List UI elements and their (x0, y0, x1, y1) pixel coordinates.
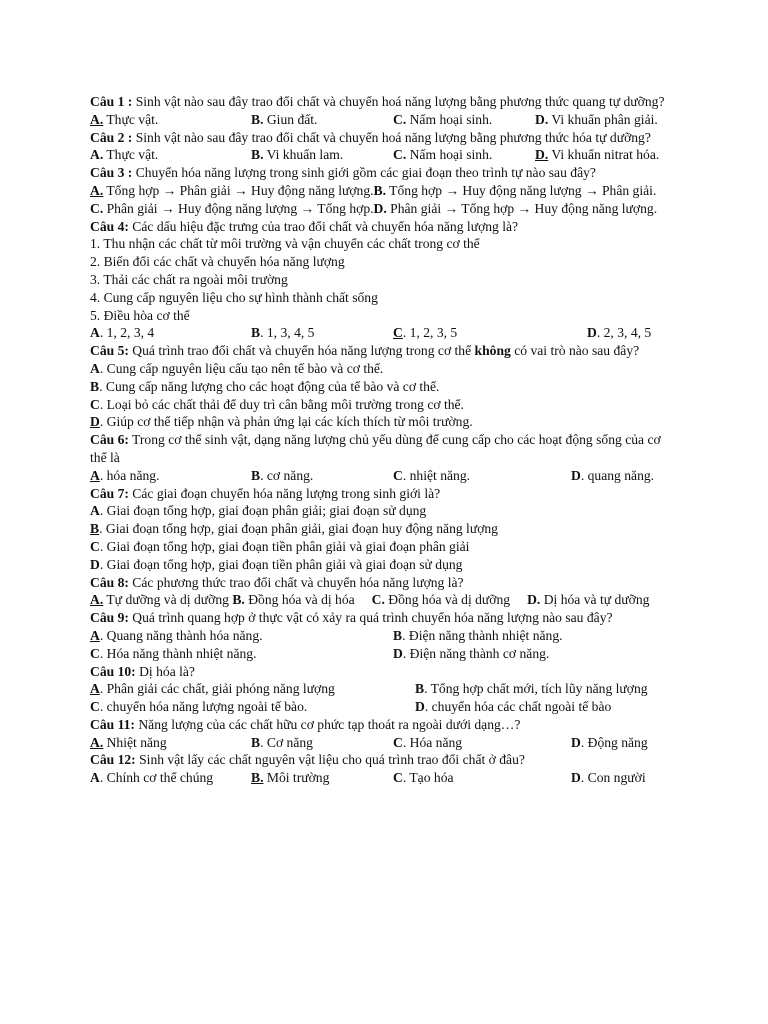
option-a: A. Phân giải các chất, giải phóng năng lượng (90, 681, 335, 697)
option-b: B. Vi khuẩn lam. (251, 147, 344, 163)
answer-row (90, 769, 680, 787)
question-5: Câu 5: Quá trình trao đổi chất và chuyển hóa năng lượng trong cơ thể không có vai trò nào sau đây? (90, 343, 640, 359)
option-d: D. Vi khuẩn nitrat hóa. (535, 147, 660, 163)
question-4 (90, 218, 680, 236)
option-b: B. Điện năng thành nhiệt năng. (393, 627, 563, 643)
list-item: 1. Thu nhận các chất từ môi trường và vận chuyển các chất trong cơ thể (90, 236, 480, 252)
question-11 (90, 716, 680, 734)
answer-row: A. Tự dưỡng và dị dưỡng B. Đồng hóa và dị hóa C. Đồng hóa và dị dưỡng D. Dị hóa và tự dưỡng (90, 592, 650, 608)
question-label: Câu 7: (90, 485, 129, 501)
answer-row (90, 467, 680, 485)
option-b: B. Giun đất. (251, 111, 318, 127)
option-a: A. Cung cấp nguyên liệu cấu tạo nên tế bào và cơ thể. (90, 360, 384, 376)
list-item: 4. Cung cấp nguyên liệu cho sự hình thành chất sống (90, 289, 378, 305)
option-b: B. Tổng hợp chất mới, tích lũy năng lượng (415, 681, 648, 697)
option-a: A. Giai đoạn tổng hợp, giai đoạn phân giải; giai đoạn sử dụng (90, 503, 427, 519)
question-label: Câu 4: (90, 218, 129, 234)
answer-row (90, 698, 680, 716)
option-d: D. Điện năng thành cơ năng. (393, 645, 550, 661)
option-d: D. Con người (571, 770, 646, 786)
question-10 (90, 663, 680, 681)
question-text: Sinh vật lấy các chất nguyên vật liệu cho quá trình trao đổi chất ở đâu? (135, 752, 525, 768)
question-text: Năng lượng của các chất hữu cơ phức tạp thoát ra ngoài dưới dạng…? (134, 716, 521, 732)
answer-row (90, 182, 680, 200)
option-a-text: Tổng hợp → Phân giải → Huy động năng lượng. (103, 182, 374, 198)
option-c: C. Nấm hoại sinh. (393, 147, 493, 163)
answer-row (90, 734, 680, 752)
question-label: Câu 11: (90, 716, 135, 732)
list-item: 5. Điều hòa cơ thể (90, 307, 190, 323)
question-text: Sinh vật nào sau đây trao đổi chất và chuyển hoá năng lượng bằng phương thức hóa tự dưỡng? (132, 129, 651, 145)
option-b: B. Giai đoạn tổng hợp, giai đoạn phân giải, giai đoạn huy động năng lượng (90, 521, 498, 537)
option-a: A. Nhiệt năng (90, 734, 167, 750)
document-body (90, 93, 680, 787)
option-c-text: Phân giải → Huy động năng lượng → Tổng hợp. (103, 200, 374, 216)
question-text: Sinh vật nào sau đây trao đổi chất và chuyển hoá năng lượng bằng phương thức quang tự dưỡng? (132, 94, 665, 109)
option-c: C. 1, 2, 3, 5 (393, 325, 458, 341)
option-a: A. Thực vật. (90, 111, 159, 127)
answer-row (90, 200, 680, 218)
question-text: Trong cơ thể sinh vật, dạng năng lượng chủ yếu dùng để cung cấp cho các hoạt động sống của cơ thể là (90, 432, 661, 465)
question-text: Quá trình quang hợp ở thực vật có xảy ra quá trình chuyển hóa năng lượng nào sau đây? (128, 610, 613, 626)
option-d: D. chuyển hóa các chất ngoài tế bào (415, 699, 612, 715)
option-a: A. 1, 2, 3, 4 (90, 325, 155, 341)
option-b: B. Cơ năng (251, 734, 313, 750)
option-d-key: D. (527, 592, 541, 608)
option-a: A. Quang năng thành hóa năng. (90, 627, 263, 643)
option-b-key: B. (232, 592, 245, 608)
option-b: B. Môi trường (251, 770, 330, 786)
option-c: C. Loại bỏ các chất thải để duy trì cân bằng môi trường trong cơ thể. (90, 396, 464, 412)
question-text: Các phương thức trao đổi chất và chuyển hóa năng lượng là? (128, 574, 464, 590)
option-d: D. Giúp cơ thể tiếp nhận và phản ứng lại các kích thích từ môi trường. (90, 414, 473, 430)
question-1 (90, 93, 680, 111)
question-label: Câu 8: (90, 574, 129, 590)
option-b-key: B. (373, 182, 387, 198)
answer-row (90, 111, 680, 129)
option-d-text: Phân giải → Tổng hợp → Huy động năng lượng. (386, 200, 658, 216)
question-label: Câu 6: (90, 432, 129, 448)
answer-row (90, 146, 680, 164)
question-label: Câu 12: (90, 752, 136, 768)
option-d: D. Động năng (571, 734, 648, 750)
option-d: D. 2, 3, 4, 5 (587, 325, 652, 341)
list-item: 2. Biến đổi các chất và chuyển hóa năng lượng (90, 254, 345, 270)
option-b-text: Tổng hợp → Huy động năng lượng → Phân giải. (386, 182, 657, 198)
question-label: Câu 5: (90, 343, 129, 359)
question-label: Câu 3 : (90, 165, 133, 181)
option-c: C. Nấm hoại sinh. (393, 111, 493, 127)
option-d: D. Vi khuẩn phân giải. (535, 111, 658, 127)
question-12 (90, 751, 680, 769)
list-item: 3. Thải các chất ra ngoài môi trường (90, 271, 288, 287)
option-c: C. Tạo hóa (393, 770, 454, 786)
option-b: B. Cung cấp năng lượng cho các hoạt động của tế bào và cơ thể. (90, 378, 440, 394)
option-b: B. cơ năng. (251, 467, 314, 483)
answer-row (90, 324, 680, 342)
option-c: C. Giai đoạn tổng hợp, giai đoạn tiền phân giải và giai đoạn phân giải (90, 538, 470, 554)
option-a-key: A. (90, 182, 104, 198)
question-7 (90, 485, 680, 503)
answer-row (90, 627, 680, 645)
option-c-key: C. (371, 592, 385, 608)
answer-row (90, 645, 680, 663)
emphasis-text: không (474, 343, 511, 359)
question-text: Các dấu hiệu đặc trưng của trao đổi chất và chuyển hóa năng lượng là? (128, 218, 519, 234)
question-label: Câu 10: (90, 663, 136, 679)
question-label: Câu 1 : (90, 94, 133, 109)
option-a: A. Thực vật. (90, 147, 159, 163)
option-c: C. nhiệt năng. (393, 467, 471, 483)
question-text: Các giai đoạn chuyển hóa năng lượng trong sinh giới là? (128, 485, 441, 501)
option-a: A. Chính cơ thể chúng (90, 770, 214, 786)
question-label: Câu 9: (90, 610, 129, 626)
question-2 (90, 129, 680, 147)
option-d: D. quang năng. (571, 467, 655, 483)
option-d-key: D. (373, 200, 387, 216)
question-9 (90, 609, 680, 627)
answer-row (90, 680, 680, 698)
question-text: Chuyển hóa năng lượng trong sinh giới gồm các giai đoạn theo trình tự nào sau đây? (132, 165, 596, 181)
option-c: C. Hóa năng (393, 734, 463, 750)
question-8 (90, 574, 680, 592)
option-a-key: A. (90, 592, 104, 608)
question-6 (90, 431, 680, 467)
option-a: A. hóa năng. (90, 467, 160, 483)
question-text: Dị hóa là? (135, 663, 195, 679)
option-c: C. Hóa năng thành nhiệt năng. (90, 645, 257, 661)
option-c: C. chuyển hóa năng lượng ngoài tế bào. (90, 699, 308, 715)
question-3 (90, 164, 680, 182)
option-b: B. 1, 3, 4, 5 (251, 325, 315, 341)
option-c-key: C. (90, 200, 104, 216)
question-label: Câu 2 : (90, 129, 133, 145)
option-d: D. Giai đoạn tổng hợp, giai đoạn tiền phân giải và giai đoạn sử dụng (90, 556, 463, 572)
